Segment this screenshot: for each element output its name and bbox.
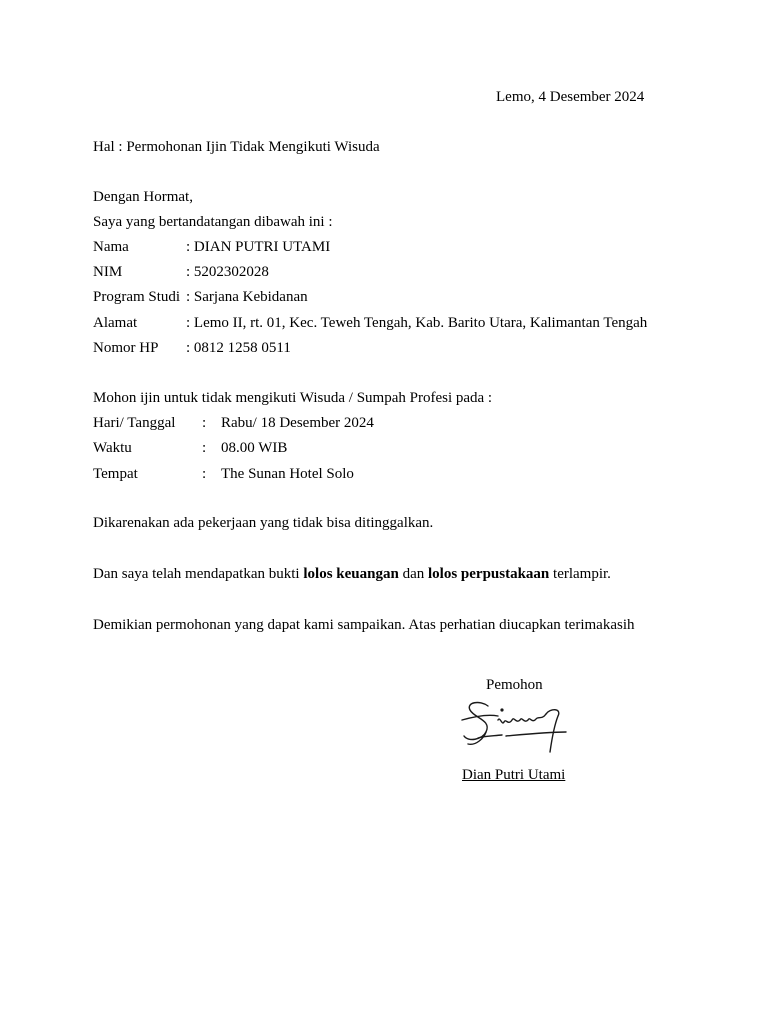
letter-subject: Hal : Permohonan Ijin Tidak Mengikuti Wisuda (93, 139, 380, 155)
identity-row-address (93, 313, 647, 333)
nim-value: : 5202302028 (186, 264, 269, 280)
proof-bold-finance: lolos keuangan (303, 566, 399, 582)
place-label: Tempat (93, 466, 138, 482)
phone-value: : 0812 1258 0511 (186, 340, 291, 356)
closing-text: Demikian permohonan yang dapat kami sampaikan. Atas perhatian diucapkan terimakasih (93, 617, 635, 633)
event-row-day (93, 413, 374, 433)
reason-text: Dikarenakan ada pekerjaan yang tidak bisa ditinggalkan. (93, 515, 434, 531)
name-label: Nama (93, 239, 129, 255)
name-value: : DIAN PUTRI UTAMI (186, 239, 331, 255)
address-label: Alamat (93, 315, 138, 331)
identity-row-phone (93, 338, 291, 358)
identity-row-program (93, 287, 308, 307)
day-colon: : (202, 415, 207, 431)
event-row-place (93, 464, 354, 484)
applicant-title: Pemohon (486, 677, 543, 693)
time-value: 08.00 WIB (221, 440, 288, 456)
day-label: Hari/ Tanggal (93, 415, 176, 431)
time-label: Waktu (93, 440, 132, 456)
greeting: Dengan Hormat, (93, 189, 193, 205)
day-value: Rabu/ 18 Desember 2024 (221, 415, 374, 431)
program-label: Program Studi (93, 289, 181, 305)
place-colon: : (202, 466, 207, 482)
identity-row-nim (93, 262, 269, 282)
address-value: : Lemo II, rt. 01, Kec. Teweh Tengah, Kab. Barito Utara, Kalimantan Tengah (186, 315, 648, 331)
event-row-time (93, 438, 287, 458)
request-text: Mohon ijin untuk tidak mengikuti Wisuda / Sumpah Profesi pada : (93, 390, 493, 406)
signature-image (458, 698, 574, 754)
proof-part3: terlampir. (549, 566, 611, 582)
proof-part1: Dan saya telah mendapatkan bukti (93, 566, 304, 582)
phone-label: Nomor HP (93, 340, 159, 356)
intro-text: Saya yang bertandatangan dibawah ini : (93, 214, 333, 230)
time-colon: : (202, 440, 207, 456)
applicant-name: Dian Putri Utami (462, 767, 566, 783)
identity-row-name (93, 237, 330, 257)
place-date: Lemo, 4 Desember 2024 (496, 89, 645, 105)
place-value: The Sunan Hotel Solo (221, 466, 354, 482)
proof-bold-library: lolos perpustakaan (427, 566, 550, 582)
program-value: : Sarjana Kebidanan (186, 289, 308, 305)
nim-label: NIM (93, 264, 123, 280)
proof-text (93, 564, 611, 584)
proof-part2: dan (398, 566, 428, 582)
